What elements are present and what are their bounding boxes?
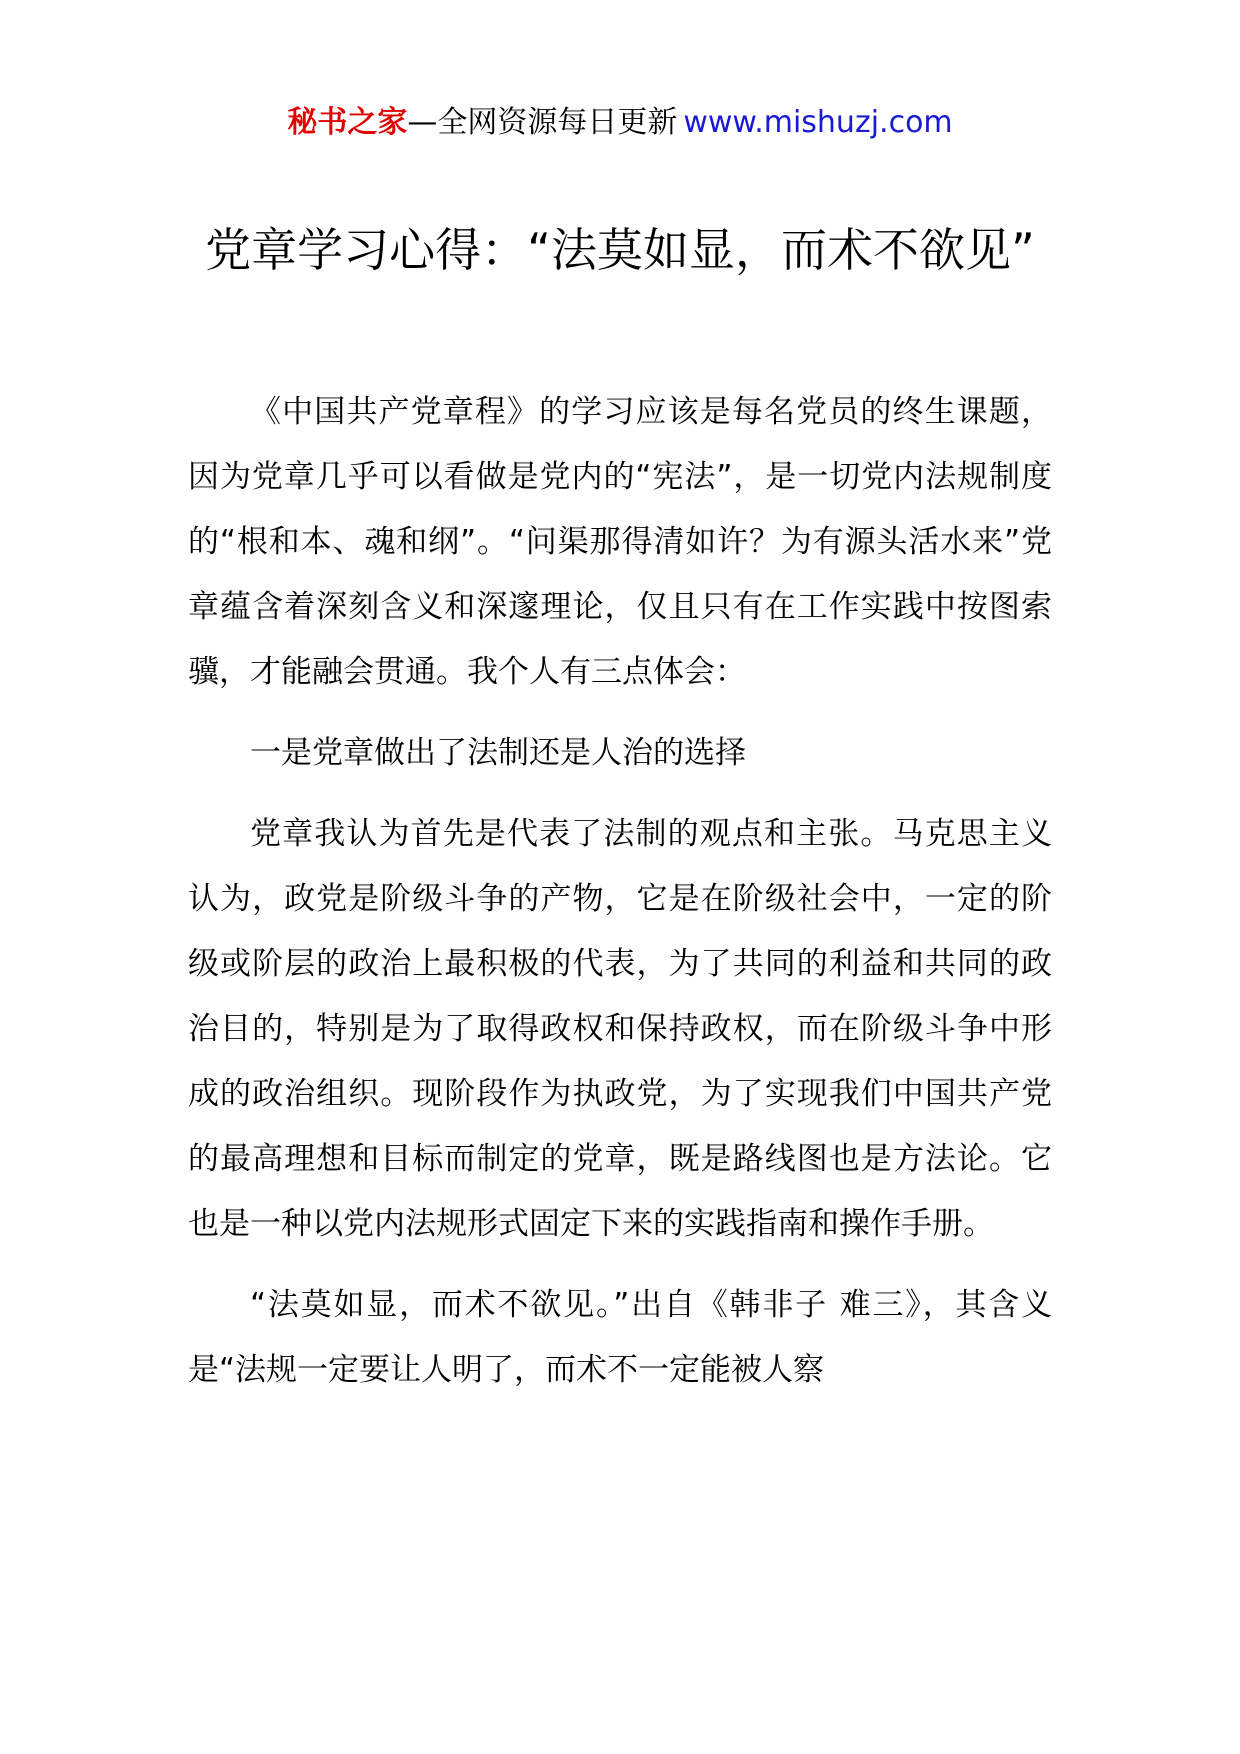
body-paragraph: “法莫如显，而术不欲见。”出自《韩非子 难三》，其含义是“法规一定要让人明了，而术不一定能被人察	[188, 1287, 1052, 1388]
header-tagline: —全网资源每日更新	[407, 105, 678, 140]
section-heading-1: 一是党章做出了法制还是人治的选择	[250, 735, 746, 771]
body-paragraph: 党章我认为首先是代表了法制的观点和主张。马克思主义认为，政党是阶级斗争的产物，它是在阶级社会中，一定的阶级或阶层的政治上最积极的代表，为了共同的利益和共同的政治目的，特别是为了取得政权和保持政权，而在阶级斗争中形成的政治组织。现阶段作为执政党，为了实现我们中国共产党的最高理想和目标而制定的党章，既是路线图也是方法论。它也是一种以党内法规形式固定下来的实践指南和操作手册。	[188, 816, 1052, 1242]
site-header	[0, 100, 1240, 146]
brand-name: 秘书之家	[287, 105, 408, 140]
document-title: 党章学习心得：“法莫如显，而术不欲见”	[205, 223, 1035, 277]
site-url-link[interactable]: www.mishuzj.com	[683, 105, 953, 140]
intro-paragraph: 《中国共产党章程》的学习应该是每名党员的终生课题，因为党章几乎可以看做是党内的“宪法”，是一切党内法规制度的“根和本、魂和纲”。“问渠那得清如许？为有源头活水来”党章蕴含着深刻含义和深邃理论，仅且只有在工作实践中按图索骥，才能融会贯通。我个人有三点体会：	[188, 394, 1052, 690]
document-body	[188, 380, 1052, 1419]
